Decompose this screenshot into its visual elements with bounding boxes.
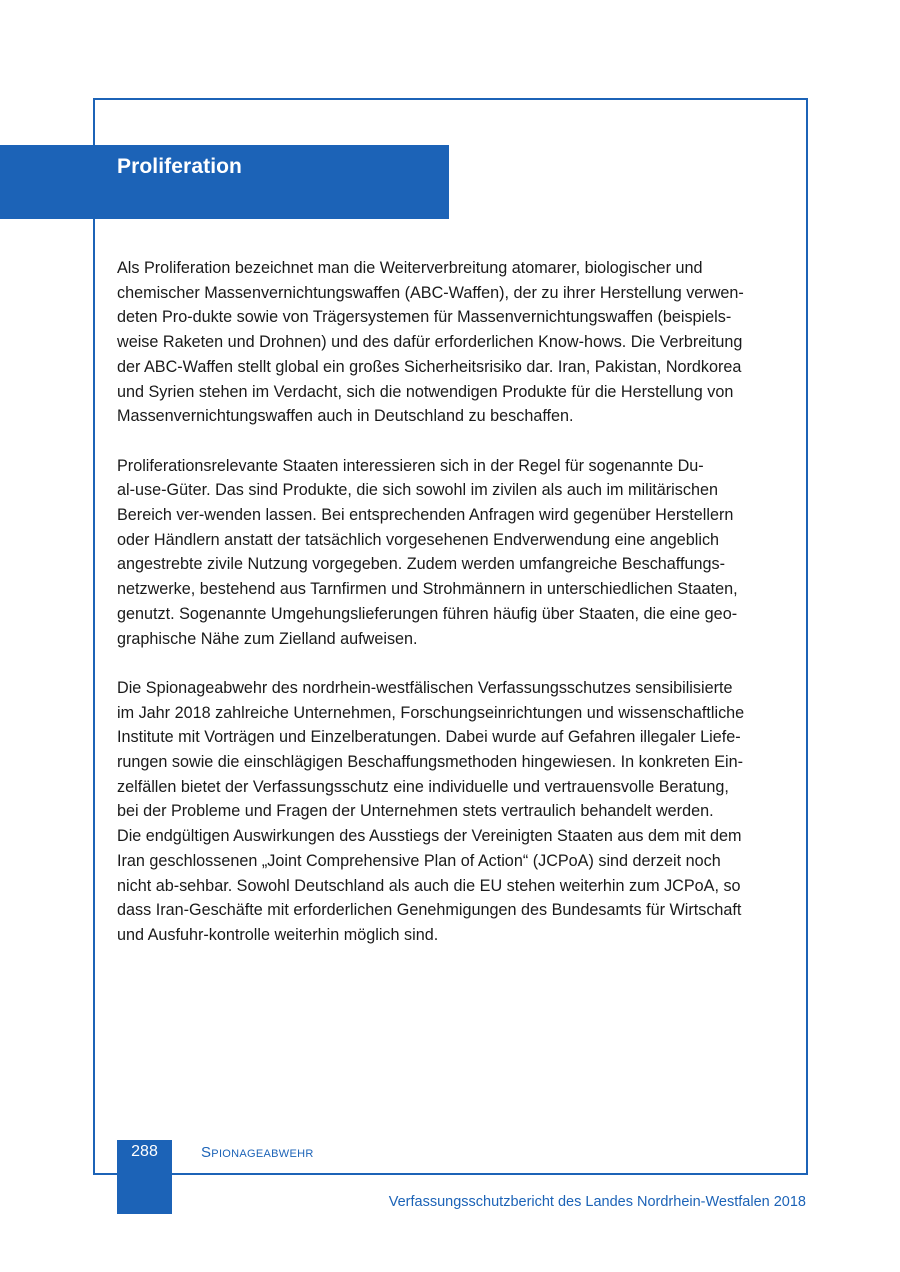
section-label: Spionageabwehr bbox=[201, 1144, 314, 1161]
paragraph-dual-use: Proliferationsrelevante Staaten interessieren sich in der Regel für sogenannte Du- al-use-Güter. Das sind Produkte, die sich sowohl im zivilen als auch im militärischen Bereich ver-wenden lassen. Bei entsprechenden Anfragen wird gegenüber Herstellern oder Händlern anstatt der tatsächlich vorgesehenen Endverwendung eine angeblich angestrebte zivile Nutzung vorgegeben. Zudem werden umfangreiche Beschaffungs- netzwerke, bestehend aus Tarnfirmen und Strohmännern in unterschiedlichen Staaten, genutzt. Sogenannte Umgehungslieferungen führen häufig über Staaten, die eine geo- graphische Nähe zum Zielland aufweisen. bbox=[117, 456, 738, 648]
title-band bbox=[0, 145, 449, 219]
publication-title: Verfassungsschutzbericht des Landes Nordrhein-Westfalen 2018 bbox=[388, 1194, 806, 1210]
body-text bbox=[117, 256, 785, 972]
paragraph-prevention: Die Spionageabwehr des nordrhein-westfälischen Verfassungsschutzes sensibilisierte im Jahr 2018 zahlreiche Unternehmen, Forschungseinrichtungen und wissenschaftliche Institute mit Vorträgen und Einzelberatungen. Dabei wurde auf Gefahren illegaler Liefe- rungen sowie die einschlägigen Beschaffungsmethoden hingewiesen. In konkreten Ein- zelfällen bietet der Verfassungsschutz eine individuelle und vertrauensvolle Beratung, bei der Probleme und Fragen der Unternehmen stets vertraulich behandelt werden. Die endgültigen Auswirkungen des Ausstiegs der Vereinigten Staaten aus dem mit dem Iran geschlossenen „Joint Comprehensive Plan of Action“ (JCPoA) sind derzeit noch nicht ab-sehbar. Sowohl Deutschland als auch die EU stehen weiterhin zum JCPoA, so dass Iran-Geschäfte mit erforderlichen Genehmigungen des Bundesamts für Wirtschaft und Ausfuhr-kontrolle weiterhin möglich sind. bbox=[117, 678, 745, 944]
page-number-box bbox=[117, 1140, 172, 1214]
paragraph-intro: Als Proliferation bezeichnet man die Weiterverbreitung atomarer, biologischer und chemischer Massenvernichtungswaffen (ABC-Waffen), der zu ihrer Herstellung verwen- deten Pro-dukte sowie von Trägersystemen für Massenvernichtungswaffen (beispiels- weise Raketen und Drohnen) und des dafür erforderlichen Know-hows. Die Verbreitung der ABC-Waffen stellt global ein großes Sicherheitsrisiko dar. Iran, Pakistan, Nordkorea und Syrien stehen im Verdacht, sich die notwendigen Produkte für die Herstellung von Massenvernichtungswaffen auch in Deutschland zu beschaffen. bbox=[117, 259, 744, 426]
page-title: Proliferation bbox=[117, 155, 242, 178]
page-number: 288 bbox=[131, 1143, 158, 1160]
